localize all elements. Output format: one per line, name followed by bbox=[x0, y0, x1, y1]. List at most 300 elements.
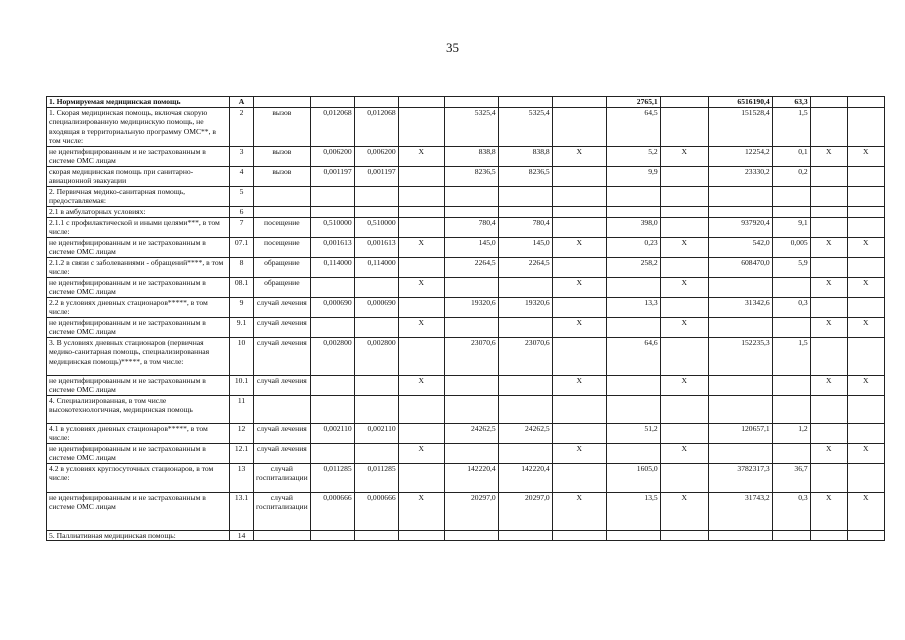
col-x-c: Х bbox=[660, 492, 708, 530]
cost-per-unit-budget: 5325,4 bbox=[498, 107, 552, 146]
col-x-a: Х bbox=[398, 375, 444, 395]
per-capita-budget: 5,2 bbox=[606, 146, 660, 166]
row-name: 2.1.1 с профилактической и иными целями***, в том числе: bbox=[47, 217, 230, 237]
cost-per-unit bbox=[444, 317, 498, 337]
col-x-c bbox=[660, 217, 708, 237]
cost-per-unit bbox=[444, 375, 498, 395]
col-x-d: Х bbox=[810, 146, 847, 166]
row-code: 12 bbox=[230, 423, 254, 443]
cost-per-unit: 142220,4 bbox=[444, 463, 498, 492]
norm-per-person: 0,114000 bbox=[310, 257, 354, 277]
norm-per-person: 0,001613 bbox=[310, 237, 354, 257]
cost-per-unit-budget bbox=[498, 186, 552, 206]
cost-per-unit-budget: 19320,6 bbox=[498, 297, 552, 317]
row-unit: случай лечения bbox=[254, 317, 311, 337]
col-x-d bbox=[810, 337, 847, 375]
col-x-b bbox=[552, 257, 606, 277]
share-percent: 36,7 bbox=[772, 463, 810, 492]
norm-per-person bbox=[310, 97, 354, 108]
table-row bbox=[47, 107, 885, 146]
share-percent bbox=[772, 443, 810, 463]
cost-per-unit: 2264,5 bbox=[444, 257, 498, 277]
col-x-b bbox=[552, 337, 606, 375]
per-capita-budget: 398,0 bbox=[606, 217, 660, 237]
table-row bbox=[47, 97, 885, 108]
cost-per-unit-budget: 780,4 bbox=[498, 217, 552, 237]
share-percent: 0,3 bbox=[772, 492, 810, 530]
per-capita-budget: 258,2 bbox=[606, 257, 660, 277]
cost-total bbox=[708, 530, 772, 541]
cost-total: 3782317,3 bbox=[708, 463, 772, 492]
row-code: 10.1 bbox=[230, 375, 254, 395]
cost-total bbox=[708, 317, 772, 337]
cost-total bbox=[708, 395, 772, 423]
table-row bbox=[47, 206, 885, 217]
row-name: 2.1.2 в связи с заболеваниями - обращений****, в том числе: bbox=[47, 257, 230, 277]
cost-per-unit: 838,8 bbox=[444, 146, 498, 166]
norm-per-person bbox=[310, 206, 354, 217]
col-x-d bbox=[810, 530, 847, 541]
share-percent: 5,9 bbox=[772, 257, 810, 277]
cost-per-unit: 23070,6 bbox=[444, 337, 498, 375]
row-name: не идентифицированным и не застрахованным в системе ОМС лицам bbox=[47, 146, 230, 166]
per-capita-budget bbox=[606, 443, 660, 463]
col-x-d bbox=[810, 395, 847, 423]
cost-total bbox=[708, 375, 772, 395]
norm-per-person: 0,510000 bbox=[310, 217, 354, 237]
row-name: 2.2 в условиях дневных стационаров*****, в том числе: bbox=[47, 297, 230, 317]
col-x-a bbox=[398, 257, 444, 277]
per-capita-budget: 0,23 bbox=[606, 237, 660, 257]
cost-per-unit: 19320,6 bbox=[444, 297, 498, 317]
cost-per-unit: 20297,0 bbox=[444, 492, 498, 530]
col-x-b bbox=[552, 395, 606, 423]
row-code: А bbox=[230, 97, 254, 108]
col-x-a bbox=[398, 463, 444, 492]
col-x-c bbox=[660, 257, 708, 277]
cost-per-unit-budget bbox=[498, 206, 552, 217]
col-x-e: Х bbox=[847, 277, 884, 297]
row-code: 9 bbox=[230, 297, 254, 317]
col-x-e bbox=[847, 166, 884, 186]
col-x-d bbox=[810, 186, 847, 206]
col-x-d: Х bbox=[810, 277, 847, 297]
col-x-a bbox=[398, 297, 444, 317]
row-name: не идентифицированным и не застрахованным в системе ОМС лицам bbox=[47, 375, 230, 395]
cost-total bbox=[708, 277, 772, 297]
row-name: 2. Первичная медико-санитарная помощь, предоставляемая: bbox=[47, 186, 230, 206]
row-name: 4. Специализированная, в том числе высокотехнологичная, медицинская помощь bbox=[47, 395, 230, 423]
table-row bbox=[47, 395, 885, 423]
col-x-b: Х bbox=[552, 375, 606, 395]
col-x-e: Х bbox=[847, 375, 884, 395]
col-x-c: Х bbox=[660, 375, 708, 395]
cost-per-unit-budget: 142220,4 bbox=[498, 463, 552, 492]
cost-total: 120657,1 bbox=[708, 423, 772, 443]
col-x-c bbox=[660, 206, 708, 217]
col-x-a bbox=[398, 217, 444, 237]
norm-per-person bbox=[310, 443, 354, 463]
cost-per-unit-budget: 24262,5 bbox=[498, 423, 552, 443]
col-x-a bbox=[398, 530, 444, 541]
cost-per-unit-budget bbox=[498, 395, 552, 423]
cost-per-unit: 24262,5 bbox=[444, 423, 498, 443]
cost-total bbox=[708, 443, 772, 463]
norm-per-person bbox=[310, 375, 354, 395]
cost-per-unit bbox=[444, 206, 498, 217]
cost-per-unit: 8236,5 bbox=[444, 166, 498, 186]
table-row bbox=[47, 375, 885, 395]
norm-per-person-obligatory: 0,000690 bbox=[354, 297, 398, 317]
norm-per-person-obligatory: 0,114000 bbox=[354, 257, 398, 277]
norm-per-person-obligatory bbox=[354, 277, 398, 297]
col-x-c bbox=[660, 423, 708, 443]
col-x-a bbox=[398, 186, 444, 206]
share-percent: 0,1 bbox=[772, 146, 810, 166]
col-x-a bbox=[398, 97, 444, 108]
cost-per-unit: 780,4 bbox=[444, 217, 498, 237]
col-x-d bbox=[810, 107, 847, 146]
col-x-b bbox=[552, 107, 606, 146]
row-unit bbox=[254, 395, 311, 423]
norm-per-person bbox=[310, 395, 354, 423]
norm-per-person: 0,011285 bbox=[310, 463, 354, 492]
row-code: 13 bbox=[230, 463, 254, 492]
col-x-b: Х bbox=[552, 317, 606, 337]
share-percent bbox=[772, 375, 810, 395]
cost-per-unit-budget: 8236,5 bbox=[498, 166, 552, 186]
table-row bbox=[47, 337, 885, 375]
share-percent: 0,3 bbox=[772, 297, 810, 317]
row-name: 4.1 в условиях дневных стационаров*****, в том числе: bbox=[47, 423, 230, 443]
row-code: 6 bbox=[230, 206, 254, 217]
row-code: 13.1 bbox=[230, 492, 254, 530]
col-x-c bbox=[660, 107, 708, 146]
per-capita-budget: 64,6 bbox=[606, 337, 660, 375]
norm-per-person: 0,002110 bbox=[310, 423, 354, 443]
norm-per-person-obligatory bbox=[354, 186, 398, 206]
share-percent bbox=[772, 317, 810, 337]
norm-per-person-obligatory: 0,001197 bbox=[354, 166, 398, 186]
cost-total: 608470,0 bbox=[708, 257, 772, 277]
norm-per-person-obligatory bbox=[354, 97, 398, 108]
col-x-c bbox=[660, 337, 708, 375]
norm-per-person-obligatory: 0,000666 bbox=[354, 492, 398, 530]
cost-per-unit bbox=[444, 443, 498, 463]
share-percent: 0,005 bbox=[772, 237, 810, 257]
cost-total bbox=[708, 186, 772, 206]
col-x-a: Х bbox=[398, 492, 444, 530]
col-x-e: Х bbox=[847, 492, 884, 530]
col-x-b bbox=[552, 206, 606, 217]
row-code: 3 bbox=[230, 146, 254, 166]
cost-per-unit-budget bbox=[498, 277, 552, 297]
col-x-a: Х bbox=[398, 317, 444, 337]
cost-per-unit bbox=[444, 186, 498, 206]
norm-per-person-obligatory bbox=[354, 443, 398, 463]
norm-per-person-obligatory bbox=[354, 375, 398, 395]
cost-total: 151528,4 bbox=[708, 107, 772, 146]
col-x-c: Х bbox=[660, 317, 708, 337]
cost-per-unit-budget: 2264,5 bbox=[498, 257, 552, 277]
table-row bbox=[47, 423, 885, 443]
row-name: 5. Паллиативная медицинская помощь: bbox=[47, 530, 230, 541]
col-x-e: Х bbox=[847, 443, 884, 463]
row-unit: обращение bbox=[254, 257, 311, 277]
col-x-d: Х bbox=[810, 375, 847, 395]
cost-total: 12254,2 bbox=[708, 146, 772, 166]
row-unit: случай лечения bbox=[254, 297, 311, 317]
cost-total: 937920,4 bbox=[708, 217, 772, 237]
row-unit bbox=[254, 206, 311, 217]
row-unit bbox=[254, 530, 311, 541]
col-x-e bbox=[847, 423, 884, 443]
col-x-c bbox=[660, 463, 708, 492]
col-x-b: Х bbox=[552, 146, 606, 166]
col-x-d bbox=[810, 297, 847, 317]
share-percent: 9,1 bbox=[772, 217, 810, 237]
col-x-a: Х bbox=[398, 146, 444, 166]
cost-per-unit-budget: 20297,0 bbox=[498, 492, 552, 530]
row-unit: случай лечения bbox=[254, 423, 311, 443]
norm-per-person-obligatory: 0,012068 bbox=[354, 107, 398, 146]
cost-total: 31342,6 bbox=[708, 297, 772, 317]
cost-total bbox=[708, 206, 772, 217]
share-percent: 0,2 bbox=[772, 166, 810, 186]
per-capita-budget: 51,2 bbox=[606, 423, 660, 443]
col-x-d: Х bbox=[810, 492, 847, 530]
row-unit: вызов bbox=[254, 146, 311, 166]
per-capita-budget: 13,5 bbox=[606, 492, 660, 530]
col-x-d bbox=[810, 423, 847, 443]
row-unit: вызов bbox=[254, 107, 311, 146]
row-code: 12.1 bbox=[230, 443, 254, 463]
cost-per-unit: 145,0 bbox=[444, 237, 498, 257]
norm-per-person bbox=[310, 186, 354, 206]
norm-per-person-obligatory bbox=[354, 317, 398, 337]
col-x-a bbox=[398, 166, 444, 186]
col-x-b: Х bbox=[552, 237, 606, 257]
row-code: 08.1 bbox=[230, 277, 254, 297]
col-x-a: Х bbox=[398, 443, 444, 463]
row-unit: обращение bbox=[254, 277, 311, 297]
col-x-b: Х bbox=[552, 443, 606, 463]
per-capita-budget: 13,3 bbox=[606, 297, 660, 317]
col-x-b bbox=[552, 97, 606, 108]
row-code: 2 bbox=[230, 107, 254, 146]
norm-per-person bbox=[310, 530, 354, 541]
col-x-a bbox=[398, 337, 444, 375]
row-code: 9.1 bbox=[230, 317, 254, 337]
col-x-e bbox=[847, 395, 884, 423]
share-percent bbox=[772, 186, 810, 206]
col-x-e bbox=[847, 186, 884, 206]
table-row bbox=[47, 237, 885, 257]
row-name: 3. В условиях дневных стационаров (первичная медико-санитарная помощь, специализированная медицинская помощь)*****, в том числе: bbox=[47, 337, 230, 375]
norm-per-person: 0,012068 bbox=[310, 107, 354, 146]
norm-per-person-obligatory: 0,001613 bbox=[354, 237, 398, 257]
col-x-b bbox=[552, 297, 606, 317]
row-name: 4.2 в условиях круглосуточных стационаров, в том числе: bbox=[47, 463, 230, 492]
row-name: скорая медицинская помощь при санитарно-авиационной эвакуации bbox=[47, 166, 230, 186]
table-row bbox=[47, 443, 885, 463]
col-x-a bbox=[398, 206, 444, 217]
row-name: не идентифицированным и не застрахованным в системе ОМС лицам bbox=[47, 237, 230, 257]
col-x-c: Х bbox=[660, 146, 708, 166]
cost-per-unit bbox=[444, 530, 498, 541]
per-capita-budget bbox=[606, 206, 660, 217]
row-code: 5 bbox=[230, 186, 254, 206]
col-x-c: Х bbox=[660, 277, 708, 297]
table-row bbox=[47, 277, 885, 297]
col-x-e bbox=[847, 97, 884, 108]
col-x-e bbox=[847, 206, 884, 217]
share-percent: 1,2 bbox=[772, 423, 810, 443]
cost-total: 152235,3 bbox=[708, 337, 772, 375]
col-x-c bbox=[660, 186, 708, 206]
table-row bbox=[47, 317, 885, 337]
norm-per-person: 0,002800 bbox=[310, 337, 354, 375]
per-capita-budget bbox=[606, 277, 660, 297]
col-x-e: Х bbox=[847, 237, 884, 257]
norm-per-person-obligatory: 0,002110 bbox=[354, 423, 398, 443]
col-x-e bbox=[847, 463, 884, 492]
row-unit: посещение bbox=[254, 217, 311, 237]
per-capita-budget: 1605,0 bbox=[606, 463, 660, 492]
row-code: 4 bbox=[230, 166, 254, 186]
share-percent bbox=[772, 530, 810, 541]
row-code: 7 bbox=[230, 217, 254, 237]
col-x-c bbox=[660, 530, 708, 541]
col-x-e bbox=[847, 107, 884, 146]
row-name: 1. Нормируемая медицинская помощь bbox=[47, 97, 230, 108]
per-capita-budget: 2765,1 bbox=[606, 97, 660, 108]
cost-total: 6516190,4 bbox=[708, 97, 772, 108]
norm-per-person-obligatory bbox=[354, 530, 398, 541]
col-x-b bbox=[552, 530, 606, 541]
row-unit: посещение bbox=[254, 237, 311, 257]
share-percent bbox=[772, 206, 810, 217]
col-x-c bbox=[660, 395, 708, 423]
cost-total: 23330,2 bbox=[708, 166, 772, 186]
norm-per-person: 0,001197 bbox=[310, 166, 354, 186]
col-x-d: Х bbox=[810, 443, 847, 463]
row-name: 1. Скорая медицинская помощь, включая скорую специализированную медицинскую помощь, не входящая в территориальную программу ОМС**, в том числе: bbox=[47, 107, 230, 146]
cost-per-unit bbox=[444, 97, 498, 108]
per-capita-budget bbox=[606, 186, 660, 206]
row-code: 07.1 bbox=[230, 237, 254, 257]
row-unit: случай лечения bbox=[254, 375, 311, 395]
norm-per-person: 0,000690 bbox=[310, 297, 354, 317]
row-code: 8 bbox=[230, 257, 254, 277]
col-x-e: Х bbox=[847, 317, 884, 337]
cost-per-unit bbox=[444, 277, 498, 297]
col-x-b bbox=[552, 423, 606, 443]
cost-per-unit-budget bbox=[498, 530, 552, 541]
cost-total: 31743,2 bbox=[708, 492, 772, 530]
table-row bbox=[47, 146, 885, 166]
cost-total: 542,0 bbox=[708, 237, 772, 257]
cost-per-unit: 5325,4 bbox=[444, 107, 498, 146]
col-x-b bbox=[552, 166, 606, 186]
col-x-d bbox=[810, 206, 847, 217]
col-x-c: Х bbox=[660, 237, 708, 257]
row-unit bbox=[254, 97, 311, 108]
row-unit: случай госпитализации bbox=[254, 492, 311, 530]
col-x-a: Х bbox=[398, 277, 444, 297]
share-percent: 1,5 bbox=[772, 337, 810, 375]
cost-per-unit-budget bbox=[498, 317, 552, 337]
row-code: 14 bbox=[230, 530, 254, 541]
col-x-b bbox=[552, 186, 606, 206]
row-name: 2.1 в амбулаторных условиях: bbox=[47, 206, 230, 217]
row-unit: случай лечения bbox=[254, 337, 311, 375]
share-percent bbox=[772, 395, 810, 423]
row-code: 10 bbox=[230, 337, 254, 375]
table-row bbox=[47, 492, 885, 530]
territorial-program-cost-table bbox=[46, 96, 885, 541]
col-x-d bbox=[810, 166, 847, 186]
cost-per-unit-budget: 838,8 bbox=[498, 146, 552, 166]
norm-per-person-obligatory bbox=[354, 206, 398, 217]
col-x-c: Х bbox=[660, 443, 708, 463]
col-x-d bbox=[810, 257, 847, 277]
cost-per-unit-budget bbox=[498, 443, 552, 463]
table-row bbox=[47, 463, 885, 492]
norm-per-person bbox=[310, 317, 354, 337]
row-name: не идентифицированным и не застрахованным в системе ОМС лицам bbox=[47, 317, 230, 337]
col-x-e bbox=[847, 530, 884, 541]
cost-per-unit-budget: 145,0 bbox=[498, 237, 552, 257]
row-name: не идентифицированным и не застрахованным в системе ОМС лицам bbox=[47, 443, 230, 463]
cost-per-unit bbox=[444, 395, 498, 423]
norm-per-person-obligatory bbox=[354, 395, 398, 423]
share-percent: 1,5 bbox=[772, 107, 810, 146]
col-x-c bbox=[660, 97, 708, 108]
row-unit bbox=[254, 186, 311, 206]
table-row bbox=[47, 297, 885, 317]
cost-per-unit-budget bbox=[498, 97, 552, 108]
norm-per-person-obligatory: 0,002800 bbox=[354, 337, 398, 375]
col-x-a bbox=[398, 395, 444, 423]
page-number: 35 bbox=[446, 40, 459, 55]
col-x-d bbox=[810, 217, 847, 237]
col-x-e bbox=[847, 297, 884, 317]
per-capita-budget: 64,5 bbox=[606, 107, 660, 146]
row-unit: вызов bbox=[254, 166, 311, 186]
norm-per-person bbox=[310, 277, 354, 297]
col-x-a: Х bbox=[398, 237, 444, 257]
norm-per-person: 0,006200 bbox=[310, 146, 354, 166]
table-row bbox=[47, 257, 885, 277]
col-x-d: Х bbox=[810, 317, 847, 337]
row-code: 11 bbox=[230, 395, 254, 423]
col-x-c bbox=[660, 297, 708, 317]
table-row bbox=[47, 166, 885, 186]
col-x-a bbox=[398, 423, 444, 443]
table-row bbox=[47, 186, 885, 206]
col-x-e bbox=[847, 217, 884, 237]
per-capita-budget bbox=[606, 395, 660, 423]
col-x-b: Х bbox=[552, 277, 606, 297]
cost-per-unit-budget bbox=[498, 375, 552, 395]
row-name: не идентифицированным и не застрахованным в системе ОМС лицам bbox=[47, 277, 230, 297]
per-capita-budget bbox=[606, 317, 660, 337]
col-x-b: Х bbox=[552, 492, 606, 530]
col-x-b bbox=[552, 217, 606, 237]
share-percent: 63,3 bbox=[772, 97, 810, 108]
col-x-c bbox=[660, 166, 708, 186]
